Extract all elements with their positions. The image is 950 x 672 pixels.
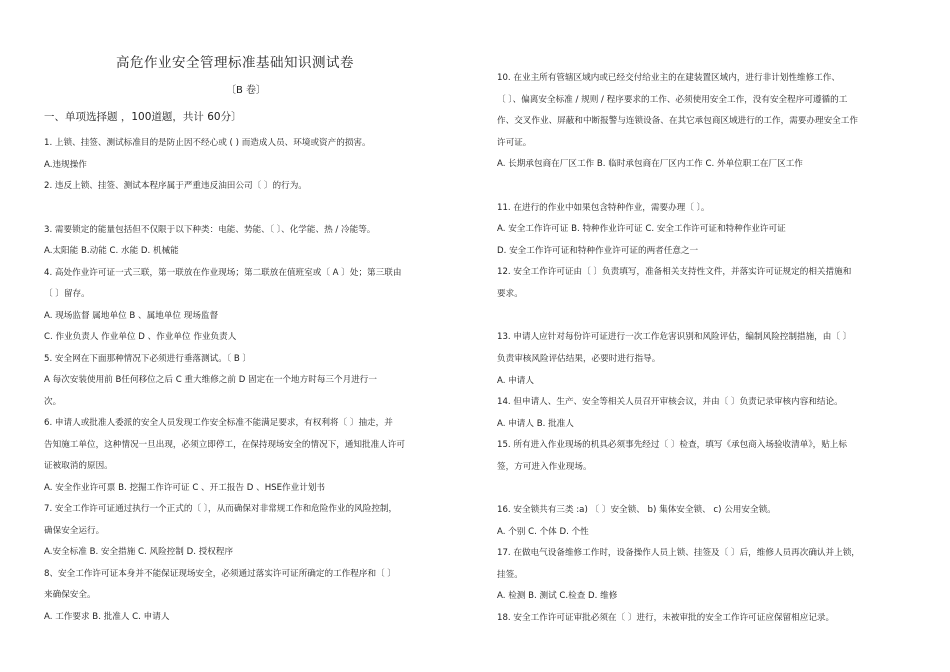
option-line: A. 现场监督 属地单位 B 、属地单位 现场监督 <box>44 311 219 321</box>
option-line: A.太阳能 B.动能 C. 水能 D. 机械能 <box>44 246 179 256</box>
question-line: 13. 申请人应针对每份许可证进行一次工作危害识别和风险评估，编制风险控制措施，由〔 〕 <box>497 332 852 342</box>
question-line: 来确保安全。 <box>44 590 96 600</box>
option-line: A. 申请人 B. 批准人 <box>497 419 574 429</box>
exam-version: 〔B 卷〕 <box>226 85 267 96</box>
question-line: 〔 〕、偏离安全标准 / 规则 / 程序要求的工作、必须使用安全工作，没有安全程序可遵循的工 <box>497 95 848 105</box>
question-line: 6. 申请人或批准人委派的安全人员发现工作安全标准不能满足要求，有权利将〔 〕抽走，并 <box>44 418 393 428</box>
option-line: A 每次安装使用前 B任何移位之后 C 重大维修之前 D 固定在一个地方时每三个月进行一 <box>44 375 377 385</box>
exam-title: 高危作业安全管理标准基础知识测试卷 <box>116 55 354 71</box>
question-line: 12. 安全工作许可证由〔 〕负责填写，准备相关支持性文件，并落实许可证规定的相关措施和 <box>497 267 852 277</box>
question-line: 挂签。 <box>497 570 523 580</box>
option-line: A. 安全工作许可证 B. 特种作业许可证 C. 安全工作许可证和特种作业许可证 <box>497 224 786 234</box>
question-line: 11. 在进行的作业中如果包含特种作业，需要办理〔 〕。 <box>497 203 710 213</box>
question-line: 告知施工单位，这种情况一旦出现，必须立即停工，在保持现场安全的情况下，通知批准人许可 <box>44 440 405 450</box>
question-line: 1. 上锁、挂签、测试标准目的是防止因不经心或 ( ) 而造成人员、环境或资产的损害。 <box>44 138 371 148</box>
option-line: A. 安全作业许可票 B. 挖掘工作许可证 C 、开工报告 D 、HSE作业计划书 <box>44 483 326 493</box>
option-line: A.安全标准 B. 安全措施 C. 风险控制 D. 授权程序 <box>44 547 234 557</box>
question-line: 4. 高处作业许可证一式三联，第一联放在作业现场；第二联放在值班室或〔 A 〕处；第三联由 <box>44 268 402 278</box>
question-line: 8、安全工作许可证本身并不能保证现场安全，必须通过落实许可证所确定的工作程序和〔 〕 <box>44 569 396 579</box>
question-line: 7. 安全工作许可证通过执行一个正式的〔 〕，从而确保对非常规工作和危险作业的风险控制， <box>44 504 398 514</box>
option-line: A. 个别 C. 个体 D. 个性 <box>497 527 589 537</box>
option-line: C. 作业负责人 作业单位 D 、作业单位 作业负责人 <box>44 332 237 342</box>
question-line: 确保安全运行。 <box>44 526 105 536</box>
question-line: 10. 在业主所有管辖区域内或已经交付给业主的在建装置区域内，进行非计划性维修工作、 <box>497 73 840 83</box>
question-line: 作、交叉作业、屏蔽和中断报警与连锁设备、在其它承包商区域进行的工作，需要办理安全工作 <box>497 116 858 126</box>
option-line: A. 长期承包商在厂区工作 B. 临时承包商在厂区内工作 C. 外单位职工在厂区工作 <box>497 159 803 169</box>
question-line: 要求。 <box>497 289 523 299</box>
option-line: A. 检测 B. 测试 C.检查 D. 维修 <box>497 591 618 601</box>
option-line: A. 工作要求 B. 批准人 C. 申请人 <box>44 612 170 622</box>
question-line: 3. 需要锁定的能量包括但不仅限于以下种类：电能、势能、〔 〕、化学能、热 / 冷能等。 <box>44 225 376 235</box>
question-line: 〔 〕留存。 <box>44 289 90 299</box>
option-line: D. 安全工作许可证和特种作业许可证的两者任意之一 <box>497 246 699 256</box>
question-line: 15. 所有进入作业现场的机具必须事先经过〔 〕检查，填写《承包商入场验收清单》，贴上标 <box>497 440 847 450</box>
question-line: 证被取消的原因。 <box>44 461 113 471</box>
option-line: A. 申请人 <box>497 376 534 386</box>
question-line: 2. 违反上锁、挂签、测试本程序属于严重违反油田公司〔 〕的行为。 <box>44 181 307 191</box>
question-line: 17. 在做电气设备维修工作时，设备操作人员上锁、挂签及〔 〕后，维修人员再次确认并上锁， <box>497 548 860 558</box>
section-heading: 一、单项选择题 ，100道题，共计 60分〕 <box>44 111 242 123</box>
question-line: 5. 安全网在下面那种情况下必须进行垂落测试。〔 B 〕 <box>44 354 252 364</box>
option-line: A.违规操作 <box>44 160 87 170</box>
question-line: 许可证。 <box>497 138 532 148</box>
question-line: 18. 安全工作许可证审批必须在〔 〕进行，未被审批的安全工作许可证应保留相应记录。 <box>497 613 835 623</box>
question-line: 签，方可进入作业现场。 <box>497 462 592 472</box>
option-line: 次。 <box>44 397 62 407</box>
question-line: 负责审核风险评估结果，必要时进行指导。 <box>497 354 661 364</box>
question-line: 16. 安全锁共有三类 :a) 〔 〕安全锁、 b) 集体安全锁、 c) 公用安全锁。 <box>497 505 776 515</box>
question-line: 14. 但申请人、生产、安全等相关人员召开审核会议，并由〔 〕负责记录审核内容和结论。 <box>497 397 843 407</box>
